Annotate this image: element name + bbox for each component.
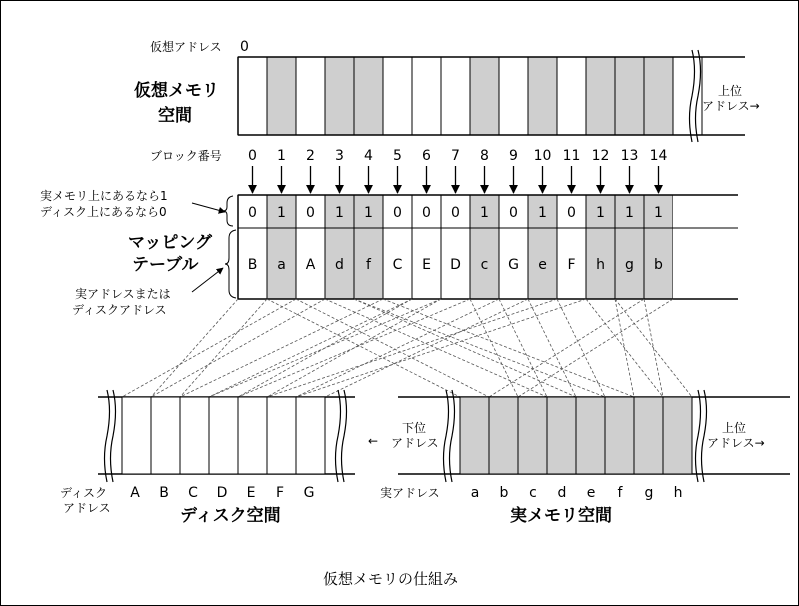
virtual-memory-block [644, 57, 673, 135]
real-address: d [557, 485, 567, 501]
mapping-address: C [392, 257, 403, 273]
real-memory-block [576, 397, 605, 474]
mapping-address: h [596, 257, 605, 273]
block-number: 10 [533, 148, 552, 164]
block-number: 14 [649, 148, 668, 164]
mapping-line [557, 299, 605, 397]
block-number: 1 [277, 148, 286, 164]
mapping-address: e [538, 257, 547, 273]
mapping-flag: 0 [509, 205, 518, 221]
disk-address: F [275, 485, 285, 501]
mapping-table-label-line2: テーブル [132, 255, 199, 275]
block-number: 6 [422, 148, 431, 164]
disk-block [151, 397, 180, 474]
diagram-title: 仮想メモリの仕組み [323, 570, 459, 588]
real-address: e [586, 485, 596, 501]
disk-right-break-2 [342, 390, 347, 482]
block-number: 9 [509, 148, 518, 164]
disk-address-label-line1: ディスク [60, 486, 108, 500]
mapping-flag: 1 [335, 205, 344, 221]
real-left-break [444, 390, 449, 482]
virtual-memory-block [441, 57, 470, 135]
mapping-flag: 1 [625, 205, 634, 221]
mapping-table-trailing-space [673, 195, 738, 299]
real-memory-block [489, 397, 518, 474]
virtual-memory-block [528, 57, 557, 135]
disk-block [296, 397, 325, 474]
virtual-address-zero: 0 [240, 39, 249, 55]
addr-row-brace [225, 230, 236, 298]
mapping-address: G [508, 257, 519, 273]
virtual-memory-label-line1: 仮想メモリ [134, 81, 219, 101]
mapping-line [383, 299, 634, 397]
mapping-flag: 0 [567, 205, 576, 221]
disk-block [209, 397, 238, 474]
block-number: 2 [306, 148, 315, 164]
disk-address-labels [130, 485, 314, 501]
flag-note-arrow [192, 203, 225, 212]
mapping-flag: 1 [480, 205, 489, 221]
real-memory-cells [460, 397, 692, 474]
real-address-labels [471, 485, 683, 501]
disk-space-section [60, 390, 355, 526]
real-address-label: 実アドレス [380, 486, 440, 500]
real-memory-block [547, 397, 576, 474]
block-arrows [253, 166, 659, 193]
mapping-line [470, 299, 518, 397]
disk-address: C [188, 485, 198, 501]
mapping-lines [122, 299, 692, 397]
mapping-flag: 0 [306, 205, 315, 221]
block-number: 3 [335, 148, 344, 164]
block-numbers [248, 148, 667, 164]
mapping-flag: 1 [364, 205, 373, 221]
mapping-address: A [305, 257, 316, 273]
disk-block [180, 397, 209, 474]
real-address: g [644, 485, 654, 501]
mapping-flag: 0 [248, 205, 257, 221]
disk-block [238, 397, 267, 474]
disk-address: G [303, 485, 315, 501]
mapping-flag: 1 [538, 205, 547, 221]
mapping-line [151, 299, 325, 397]
mapping-line [296, 299, 499, 397]
flag-note-line2: ディスク上にあるなら0 [40, 205, 167, 219]
flag-row-brace [223, 196, 233, 226]
mapping-line [528, 299, 576, 397]
mapping-flag: 1 [596, 205, 605, 221]
virtual-memory-block [586, 57, 615, 135]
mapping-line [180, 299, 383, 397]
mapping-line [489, 299, 644, 397]
block-number: 5 [393, 148, 402, 164]
disk-address-label-line2: アドレス [63, 501, 111, 515]
real-address: f [617, 485, 623, 501]
real-memory-section [368, 390, 790, 526]
disk-left-break [105, 390, 110, 482]
virtual-memory-block [325, 57, 354, 135]
mapping-address: D [450, 257, 461, 273]
virtual-memory-label-line2: 空間 [158, 106, 192, 126]
mapping-table-cells [238, 195, 738, 299]
mapping-address: b [654, 257, 663, 273]
mapping-address: B [247, 257, 258, 273]
disk-block [122, 397, 151, 474]
virtual-memory-block [615, 57, 644, 135]
mapping-address: g [625, 257, 634, 273]
virtual-memory-block [238, 57, 267, 135]
real-memory-block [634, 397, 663, 474]
mapping-flag: 1 [654, 205, 663, 221]
block-number: 13 [620, 148, 639, 164]
real-memory-block [605, 397, 634, 474]
disk-block [267, 397, 296, 474]
mapping-address: F [567, 257, 576, 273]
mapping-flag: 0 [393, 205, 402, 221]
virtual-upper-label-line1: 上位 [718, 84, 743, 98]
real-address: b [499, 485, 509, 501]
disk-cells [122, 397, 325, 474]
block-number: 0 [248, 148, 257, 164]
disk-space-label: ディスク空間 [180, 506, 281, 526]
real-lower-label-line1: 下位 [402, 421, 427, 435]
disk-address: A [130, 485, 140, 501]
mapping-table-section [40, 188, 738, 317]
real-right-break [696, 390, 701, 482]
block-number-section [150, 148, 667, 193]
disk-address: D [216, 485, 228, 501]
virtual-memory-block [354, 57, 383, 135]
mapping-line [267, 299, 460, 397]
virtual-memory-section [134, 39, 760, 142]
mapping-line [325, 299, 528, 397]
real-address: c [529, 485, 537, 501]
block-number: 4 [364, 148, 373, 164]
real-left-break-2 [450, 390, 455, 482]
real-address: h [673, 485, 683, 501]
virtual-memory-block [296, 57, 325, 135]
mapping-line [518, 299, 673, 397]
virtual-memory-block [470, 57, 499, 135]
mapping-address: E [422, 257, 431, 273]
mapping-flag: 0 [422, 205, 431, 221]
block-number: 7 [451, 148, 460, 164]
real-lower-arrow: ← [368, 434, 379, 448]
virtual-memory-block [383, 57, 412, 135]
disk-address: B [159, 485, 169, 501]
mapping-address: f [366, 257, 371, 273]
addr-note-line2: ディスクアドレス [72, 303, 167, 317]
virtual-memory-block [499, 57, 528, 135]
mapping-address: a [277, 257, 286, 273]
real-memory-block [518, 397, 547, 474]
real-lower-label-line2: アドレス [391, 436, 439, 450]
mapping-address: c [480, 257, 489, 273]
mapping-address: d [335, 257, 344, 273]
virtual-upper-label-line2: アドレス→ [702, 99, 760, 113]
disk-right-break [336, 390, 341, 482]
mapping-line [499, 299, 547, 397]
real-right-break-2 [702, 390, 707, 482]
block-number: 11 [562, 148, 581, 164]
virtual-address-label: 仮想アドレス [150, 40, 222, 54]
mapping-line [615, 299, 692, 397]
block-number: 8 [480, 148, 489, 164]
real-upper-label-line2: アドレス→ [707, 436, 765, 450]
virtual-memory-block [267, 57, 296, 135]
mapping-table-label-line1: マッピング [128, 233, 212, 253]
virtual-memory-cells [238, 57, 702, 135]
mapping-flag: 1 [277, 205, 286, 221]
virtual-memory-block [557, 57, 586, 135]
block-number: 12 [591, 148, 610, 164]
mapping-line [180, 299, 267, 397]
real-upper-label-line1: 上位 [722, 421, 747, 435]
disk-left-break-2 [111, 390, 116, 482]
addr-note-line1: 実アドレスまたは [75, 287, 171, 301]
virtual-memory-block [412, 57, 441, 135]
flag-note-line1: 実メモリ上にあるなら1 [40, 189, 168, 203]
real-address: a [470, 485, 480, 501]
real-memory-block [663, 397, 692, 474]
real-memory-space-label: 実メモリ空間 [510, 506, 612, 526]
block-number-label: ブロック番号 [150, 149, 222, 163]
mapping-flag: 0 [451, 205, 460, 221]
real-memory-block [460, 397, 489, 474]
disk-address: E [246, 485, 256, 501]
